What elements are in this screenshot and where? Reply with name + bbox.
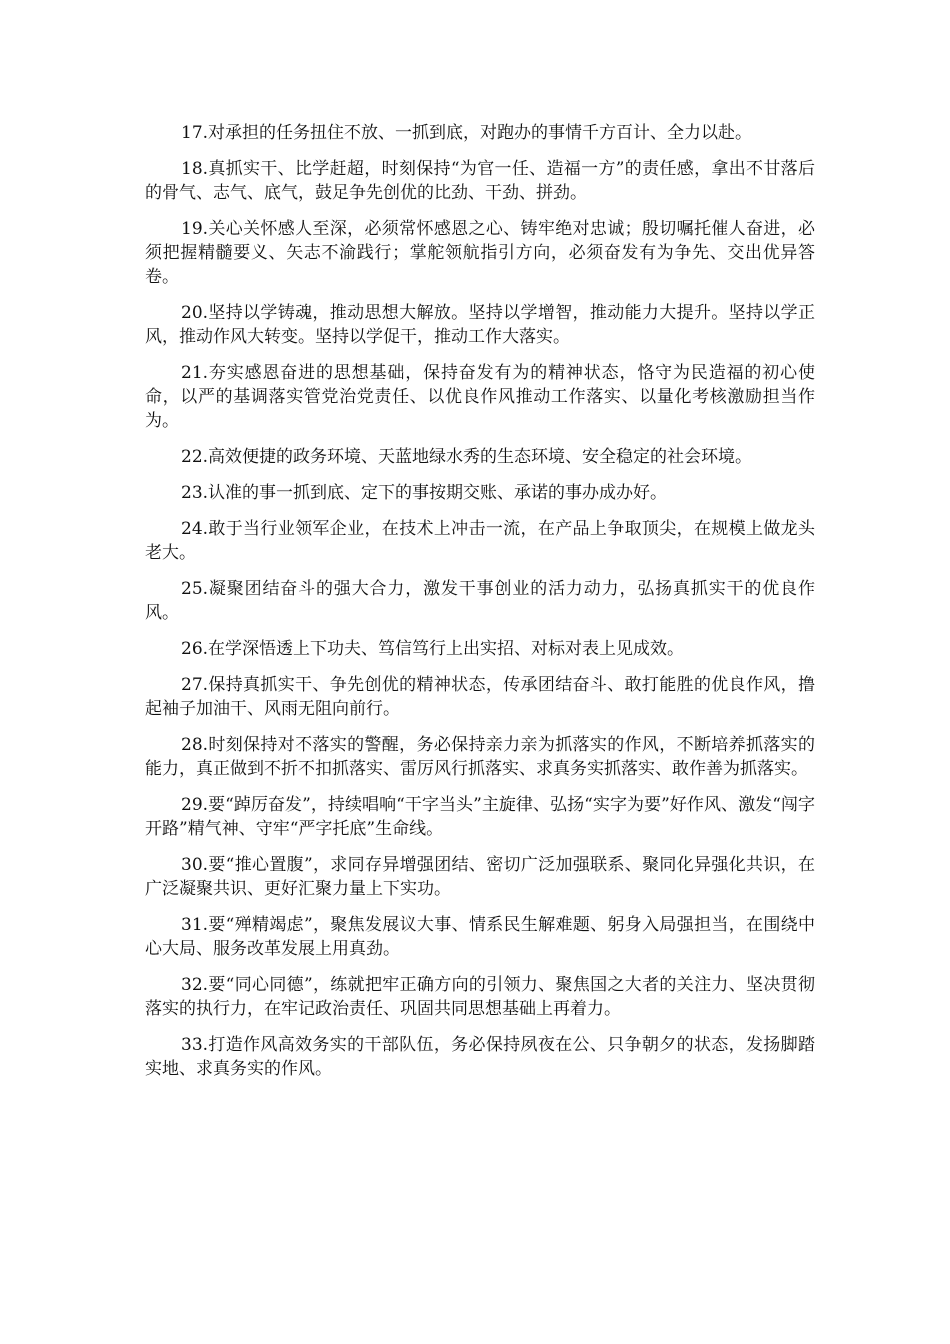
paragraph-26: 26.在学深悟透上下功夫、笃信笃行上出实招、对标对表上见成效。 <box>181 639 685 659</box>
paragraph-28: 28.时刻保持对不落实的警醒，务必保持亲力亲为抓落实的作风，不断培养抓落实的能力，真正做到不折不扣抓落实、雷厉风行抓落实、求真务实抓落实、敢作善为抓落实。 <box>145 735 815 779</box>
paragraph-17: 17.对承担的任务扭住不放、一抓到底，对跑办的事情千方百计、全力以赴。 <box>181 123 753 143</box>
paragraph-31: 31.要“殚精竭虑”，聚焦发展议大事、情系民生解难题、躬身入局强担当，在围绕中心大局、服务改革发展上用真劲。 <box>145 915 815 959</box>
paragraph-33: 33.打造作风高效务实的干部队伍，务必保持夙夜在公、只争朝夕的状态，发扬脚踏实地、求真务实的作风。 <box>145 1035 815 1079</box>
paragraph-27: 27.保持真抓实干、争先创优的精神状态，传承团结奋斗、敢打能胜的优良作风，撸起袖子加油干、风雨无阻向前行。 <box>145 675 815 719</box>
paragraph-30: 30.要“推心置腹”，求同存异增强团结、密切广泛加强联系、聚同化异强化共识，在广泛凝聚共识、更好汇聚力量上下实功。 <box>145 855 815 899</box>
paragraph-22: 22.高效便捷的政务环境、天蓝地绿水秀的生态环境、安全稳定的社会环境。 <box>181 447 753 467</box>
paragraph-18: 18.真抓实干、比学赶超，时刻保持“为官一任、造福一方”的责任感，拿出不甘落后的骨气、志气、底气，鼓足争先创优的比劲、干劲、拼劲。 <box>145 159 815 203</box>
paragraph-25: 25.凝聚团结奋斗的强大合力，激发干事创业的活力动力，弘扬真抓实干的优良作风。 <box>145 579 815 623</box>
paragraph-19: 19.关心关怀感人至深，必须常怀感恩之心、铸牢绝对忠诚；殷切嘱托催人奋进，必须把握精髓要义、矢志不渝践行；掌舵领航指引方向，必须奋发有为争先、交出优异答卷。 <box>145 219 815 287</box>
paragraph-23: 23.认准的事一抓到底、定下的事按期交账、承诺的事办成办好。 <box>181 483 668 503</box>
paragraph-20: 20.坚持以学铸魂，推动思想大解放。坚持以学增智，推动能力大提升。坚持以学正风，推动作风大转变。坚持以学促干，推动工作大落实。 <box>145 303 815 347</box>
paragraph-21: 21.夯实感恩奋进的思想基础，保持奋发有为的精神状态，恪守为民造福的初心使命，以严的基调落实管党治党责任、以优良作风推动工作落实、以量化考核激励担当作为。 <box>145 363 815 431</box>
paragraph-29: 29.要“踔厉奋发”，持续唱响“干字当头”主旋律、弘扬“实字为要”好作风、激发“闯字开路”精气神、守牢“严字托底”生命线。 <box>145 795 815 839</box>
paragraph-24: 24.敢于当行业领军企业，在技术上冲击一流，在产品上争取顶尖，在规模上做龙头老大。 <box>145 519 815 563</box>
paragraph-32: 32.要“同心同德”，练就把牢正确方向的引领力、聚焦国之大者的关注力、坚决贯彻落实的执行力，在牢记政治责任、巩固共同思想基础上再着力。 <box>145 975 815 1019</box>
document-body <box>145 121 815 1093</box>
